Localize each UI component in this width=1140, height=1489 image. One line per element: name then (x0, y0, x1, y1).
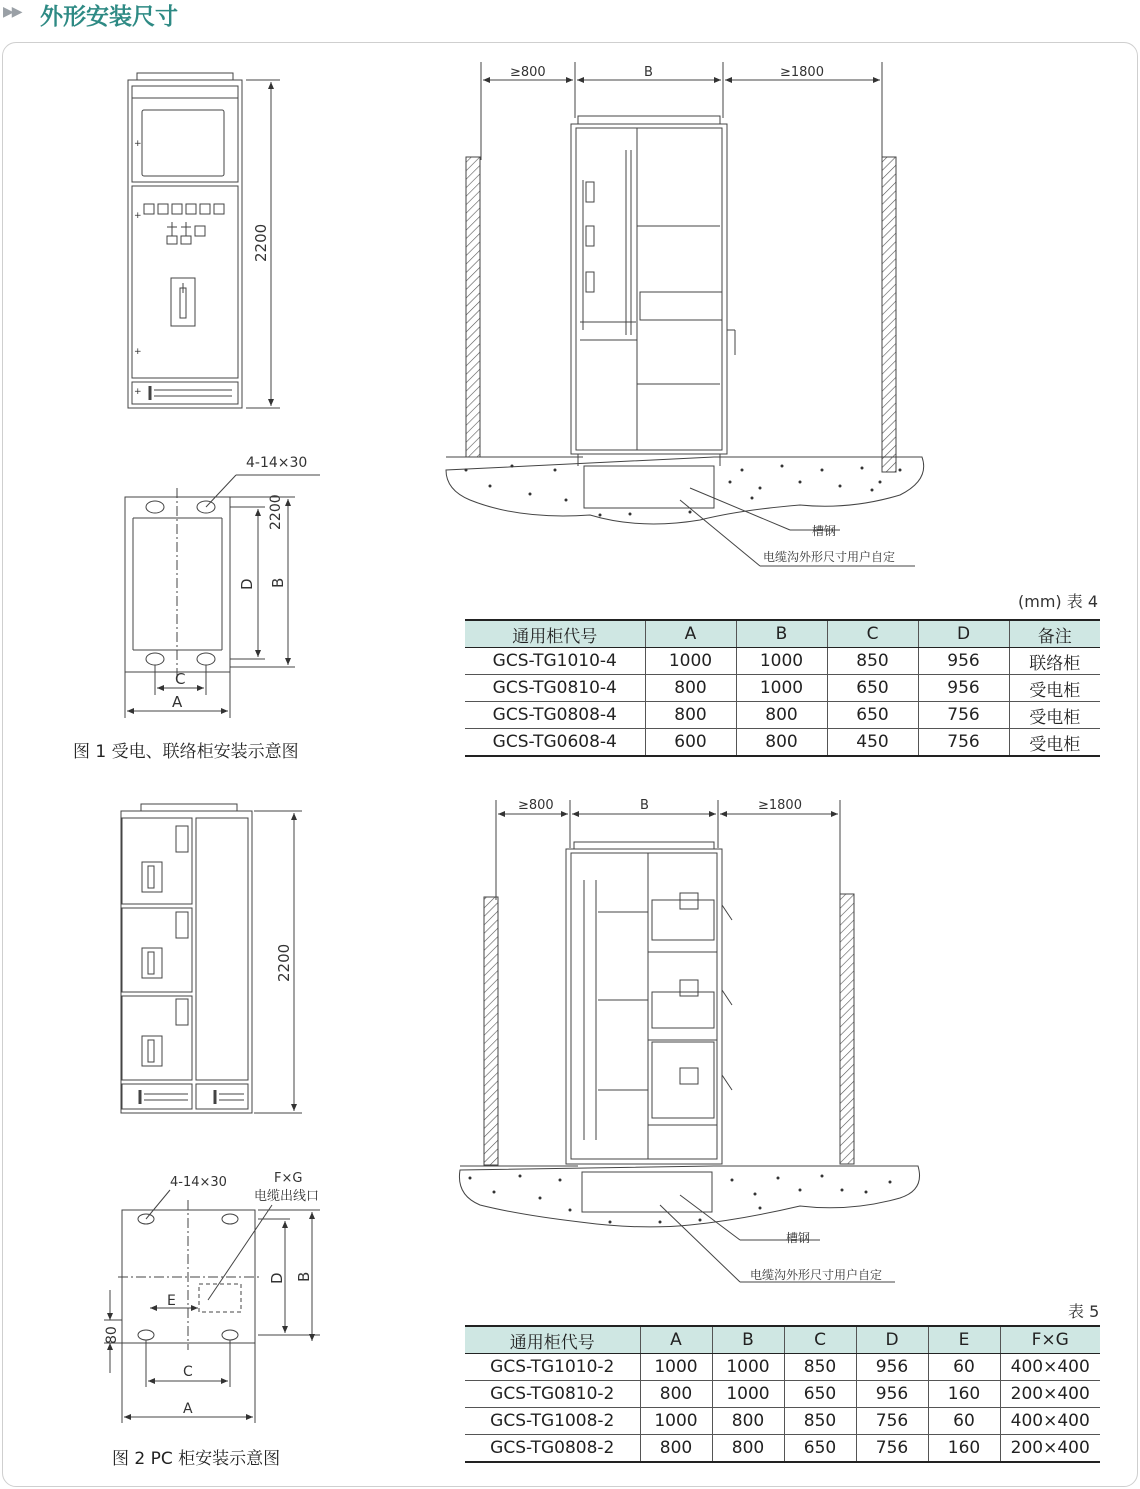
table-cell: 200×400 (1000, 1381, 1100, 1408)
table4-header: D (918, 620, 1009, 648)
table-cell: 650 (784, 1435, 856, 1463)
table4 (465, 619, 1100, 757)
table-row (465, 1354, 1100, 1381)
table-cell: 联络柜 (1009, 648, 1100, 675)
page-title: 外形安装尺寸 (40, 4, 178, 30)
table-cell: 1000 (712, 1354, 784, 1381)
table5-header: B (712, 1326, 784, 1354)
table-cell: 756 (856, 1408, 928, 1435)
svg-text:+: + (134, 347, 142, 357)
table-cell: 1000 (645, 648, 736, 675)
fig1-plan-view (125, 455, 320, 718)
side1-view (446, 62, 924, 566)
table5-header: F×G (1000, 1326, 1100, 1354)
svg-text:+: + (134, 211, 142, 221)
table-row (465, 648, 1100, 675)
table-cell: 756 (856, 1435, 928, 1463)
table-cell: 400×400 (1000, 1354, 1100, 1381)
table-cell: 800 (736, 729, 827, 757)
table4-header-row (465, 620, 1100, 648)
table-cell: 850 (827, 648, 918, 675)
table-cell: 1000 (736, 675, 827, 702)
table-cell: GCS-TG0810-4 (465, 675, 645, 702)
side1-trench-label: 电缆沟外形尺寸用户自定 (763, 550, 896, 564)
header-arrows-icon: ▶▶ (3, 4, 21, 20)
table5-header: C (784, 1326, 856, 1354)
table-row (465, 1408, 1100, 1435)
table-cell: 60 (928, 1408, 1000, 1435)
fig2-dim-c: C (183, 1364, 193, 1380)
side1-back-clear: ≥1800 (780, 65, 824, 80)
fig1-plan-top: 2200 (268, 494, 284, 530)
table-cell: 160 (928, 1381, 1000, 1408)
fig1-height-dim: 2200 (252, 223, 270, 262)
table5-header-row (465, 1326, 1100, 1354)
table-cell: 450 (827, 729, 918, 757)
table-cell: GCS-TG0608-4 (465, 729, 645, 757)
table5-note: 表 5 (1068, 1302, 1100, 1321)
table-row (465, 729, 1100, 757)
table4-header: A (645, 620, 736, 648)
table-cell: 1000 (712, 1381, 784, 1408)
table5-header: A (640, 1326, 712, 1354)
table-row (465, 675, 1100, 702)
table-cell: 受电柜 (1009, 702, 1100, 729)
table-cell: 800 (645, 702, 736, 729)
fig2-dim-d: D (268, 1272, 286, 1284)
svg-text:+: + (134, 387, 142, 397)
table-cell: 956 (918, 675, 1009, 702)
table4-header: C (827, 620, 918, 648)
table-cell: 800 (712, 1435, 784, 1463)
side2-back-clear: ≥1800 (758, 798, 802, 813)
table-cell: 受电柜 (1009, 729, 1100, 757)
fig2-hole-note: 4-14×30 (170, 1175, 227, 1190)
table-cell: 800 (736, 702, 827, 729)
fig2-front-view (121, 804, 302, 1113)
table4-header: 通用柜代号 (465, 620, 645, 648)
svg-text:+: + (134, 139, 142, 149)
table-cell: 60 (928, 1354, 1000, 1381)
fig2-dim-a: A (183, 1401, 193, 1417)
table-cell: 956 (856, 1354, 928, 1381)
fig2-caption: 图 2 PC 柜安装示意图 (112, 1449, 281, 1469)
fig2-dim-e: E (167, 1293, 176, 1309)
fig1-dim-b: B (269, 577, 287, 588)
table-cell: 1000 (640, 1354, 712, 1381)
table-cell: 650 (827, 702, 918, 729)
table-cell: GCS-TG0810-2 (465, 1381, 640, 1408)
fig2-fxg: F×G (274, 1171, 303, 1186)
side2-width-b: B (640, 798, 649, 813)
table-cell: 受电柜 (1009, 675, 1100, 702)
fig1-hole-note: 4-14×30 (246, 455, 308, 471)
table-row (465, 1435, 1100, 1463)
table5-header: E (928, 1326, 1000, 1354)
table4-header: B (736, 620, 827, 648)
fig1-dim-a: A (172, 693, 183, 711)
fig2-height-dim: 2200 (275, 943, 293, 982)
table-row (465, 702, 1100, 729)
table-cell: 800 (640, 1435, 712, 1463)
table-cell: GCS-TG0808-4 (465, 702, 645, 729)
fig2-dim-80: 80 (104, 1326, 120, 1344)
fig2-cable-outlet: 电缆出线口 (254, 1189, 320, 1204)
fig2-plan-view (104, 1171, 320, 1423)
fig1-dim-c: C (175, 670, 186, 688)
table-cell: 1000 (736, 648, 827, 675)
fig1-dim-d: D (238, 578, 256, 590)
table-cell: GCS-TG0808-2 (465, 1435, 640, 1463)
table4-header: 备注 (1009, 620, 1100, 648)
table-cell: 800 (712, 1408, 784, 1435)
table-cell: 200×400 (1000, 1435, 1100, 1463)
fig2-dim-b: B (295, 1271, 313, 1282)
table-row (465, 1381, 1100, 1408)
side1-width-b: B (644, 65, 653, 80)
side2-front-clear: ≥800 (518, 798, 554, 813)
table5-header: D (856, 1326, 928, 1354)
table-cell: 650 (827, 675, 918, 702)
table-cell: 800 (645, 675, 736, 702)
table-cell: 850 (784, 1408, 856, 1435)
table5-header: 通用柜代号 (465, 1326, 640, 1354)
table-cell: 400×400 (1000, 1408, 1100, 1435)
table-cell: GCS-TG1010-2 (465, 1354, 640, 1381)
table-cell: 600 (645, 729, 736, 757)
side2-channel-label: 槽钢 (786, 1231, 811, 1245)
table-cell: 800 (640, 1381, 712, 1408)
table-cell: 160 (928, 1435, 1000, 1463)
table-cell: GCS-TG1008-2 (465, 1408, 640, 1435)
side1-channel-label: 槽钢 (812, 524, 837, 538)
side1-front-clear: ≥800 (510, 65, 546, 80)
table-cell: 756 (918, 702, 1009, 729)
table-cell: 850 (784, 1354, 856, 1381)
fig1-front-view (128, 73, 280, 408)
table4-note: (mm) 表 4 (1018, 592, 1099, 611)
side2-view (459, 798, 919, 1282)
table-cell: GCS-TG1010-4 (465, 648, 645, 675)
fig1-caption: 图 1 受电、联络柜安装示意图 (73, 742, 299, 762)
table-cell: 650 (784, 1381, 856, 1408)
table-cell: 956 (856, 1381, 928, 1408)
side2-trench-label: 电缆沟外形尺寸用户自定 (750, 1268, 883, 1282)
table-cell: 756 (918, 729, 1009, 757)
table5 (465, 1325, 1100, 1463)
table-cell: 956 (918, 648, 1009, 675)
table-cell: 1000 (640, 1408, 712, 1435)
